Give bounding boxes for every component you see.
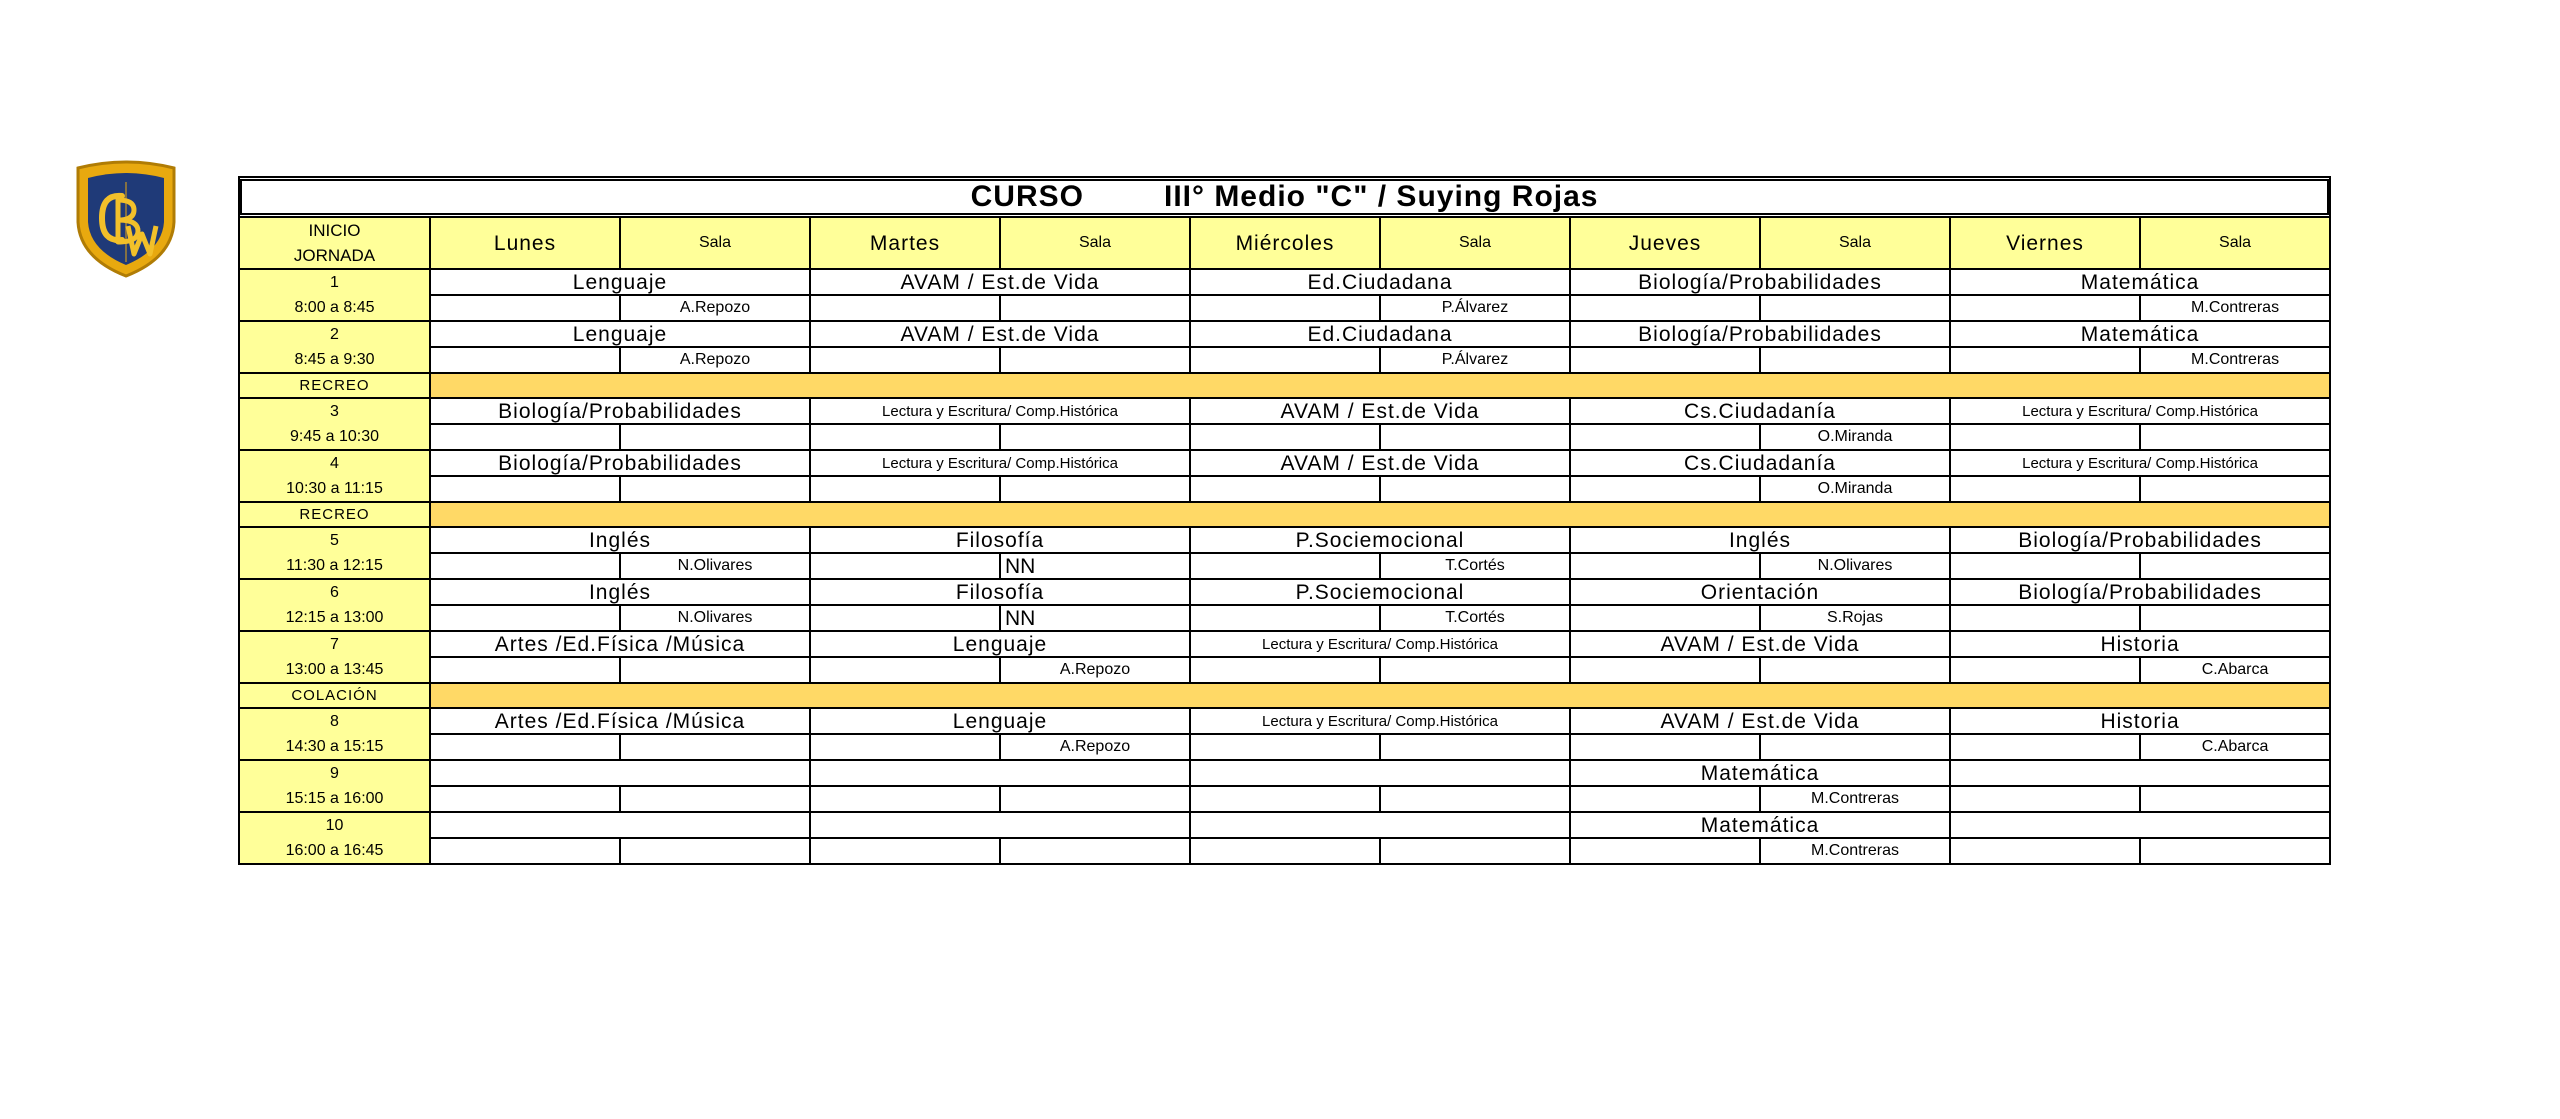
subject-cell: Biología/Probabilidades (1570, 321, 1950, 347)
title-cell (239, 177, 2330, 217)
teacher-empty-cell (1950, 838, 2140, 864)
teacher-row (239, 553, 2330, 579)
period-time-cell (239, 321, 430, 373)
subject-cell: Biología/Probabilidades (430, 398, 810, 424)
teacher-cell (1380, 838, 1570, 864)
subject-cell: Ed.Ciudadana (1190, 269, 1570, 295)
teacher-cell (2140, 605, 2330, 631)
subject-cell: Lectura y Escritura/ Comp.Histórica (810, 398, 1190, 424)
teacher-cell: A.Repozo (1000, 734, 1190, 760)
teacher-cell (620, 424, 810, 450)
teacher-cell (620, 734, 810, 760)
sala-header: Sala (2140, 217, 2330, 269)
subject-cell: Lectura y Escritura/ Comp.Histórica (1950, 450, 2330, 476)
subject-cell: Inglés (1570, 527, 1950, 553)
subject-cell: Artes /Ed.Física /Música (430, 631, 810, 657)
period-time: 12:15 a 13:00 (285, 609, 384, 626)
day-header-jueves: Jueves (1570, 217, 1760, 269)
break-row (239, 683, 2330, 708)
break-row (239, 373, 2330, 398)
teacher-cell (2140, 786, 2330, 812)
subject-cell: Lenguaje (810, 631, 1190, 657)
subject-cell: Historia (1950, 708, 2330, 734)
teacher-cell (620, 657, 810, 683)
teacher-cell: S.Rojas (1760, 605, 1950, 631)
teacher-cell (1000, 347, 1190, 373)
subject-cell: AVAM / Est.de Vida (810, 321, 1190, 347)
period-row (239, 812, 2330, 838)
teacher-empty-cell (1190, 424, 1380, 450)
teacher-empty-cell (1950, 295, 2140, 321)
sala-header: Sala (1760, 217, 1950, 269)
period-time: 14:30 a 15:15 (285, 738, 384, 755)
subject-cell: Lectura y Escritura/ Comp.Histórica (1190, 631, 1570, 657)
period-time-cell (239, 269, 430, 321)
teacher-empty-cell (1570, 734, 1760, 760)
teacher-cell: M.Contreras (1760, 786, 1950, 812)
period-time-cell (239, 450, 430, 502)
subject-cell: Inglés (430, 579, 810, 605)
teacher-empty-cell (1570, 838, 1760, 864)
subject-cell: Biología/Probabilidades (1570, 269, 1950, 295)
subject-cell: Matemática (1570, 812, 1950, 838)
subject-cell: P.Sociemocional (1190, 579, 1570, 605)
inicio-jornada-header (239, 217, 430, 269)
teacher-empty-cell (1190, 605, 1380, 631)
teacher-empty-cell (1950, 476, 2140, 502)
teacher-cell (1760, 347, 1950, 373)
teacher-row (239, 786, 2330, 812)
subject-cell: Biología/Probabilidades (1950, 527, 2330, 553)
teacher-row (239, 424, 2330, 450)
teacher-row (239, 476, 2330, 502)
subject-cell (1950, 812, 2330, 838)
period-time-cell (239, 398, 430, 450)
teacher-cell (1380, 657, 1570, 683)
period-number: 9 (330, 765, 339, 782)
teacher-empty-cell (1570, 424, 1760, 450)
teacher-row (239, 347, 2330, 373)
break-label: COLACIÓN (239, 683, 430, 708)
period-time: 15:15 a 16:00 (285, 790, 384, 807)
teacher-cell: N.Olivares (620, 605, 810, 631)
period-number: 6 (330, 584, 339, 601)
teacher-cell: P.Álvarez (1380, 347, 1570, 373)
teacher-empty-cell (810, 424, 1000, 450)
teacher-cell: P.Álvarez (1380, 295, 1570, 321)
day-header-miercoles: Miércoles (1190, 217, 1380, 269)
inicio-label: INICIO (308, 221, 361, 240)
teacher-cell: N.Olivares (620, 553, 810, 579)
break-label: RECREO (239, 502, 430, 527)
teacher-empty-cell (810, 786, 1000, 812)
teacher-empty-cell (1950, 657, 2140, 683)
teacher-empty-cell (1950, 786, 2140, 812)
subject-cell: Historia (1950, 631, 2330, 657)
subject-cell (810, 812, 1190, 838)
teacher-cell: A.Repozo (620, 347, 810, 373)
teacher-row (239, 605, 2330, 631)
teacher-cell: O.Miranda (1760, 476, 1950, 502)
teacher-empty-cell (430, 838, 620, 864)
period-number: 3 (330, 403, 339, 420)
teacher-empty-cell (810, 295, 1000, 321)
period-time-cell (239, 760, 430, 812)
teacher-empty-cell (1950, 553, 2140, 579)
day-header-martes: Martes (810, 217, 1000, 269)
teacher-cell (1380, 424, 1570, 450)
period-time-cell (239, 708, 430, 760)
teacher-empty-cell (810, 734, 1000, 760)
jornada-label: JORNADA (293, 246, 376, 265)
period-time-cell (239, 527, 430, 579)
teacher-empty-cell (1570, 347, 1760, 373)
teacher-empty-cell (430, 476, 620, 502)
subject-cell: Lenguaje (430, 269, 810, 295)
subject-cell: Inglés (430, 527, 810, 553)
teacher-cell (2140, 838, 2330, 864)
teacher-empty-cell (1190, 295, 1380, 321)
period-row (239, 450, 2330, 476)
teacher-cell: C.Abarca (2140, 657, 2330, 683)
teacher-empty-cell (430, 424, 620, 450)
header-row (239, 217, 2330, 269)
period-row (239, 631, 2330, 657)
subject-cell (1950, 760, 2330, 786)
teacher-cell: A.Repozo (620, 295, 810, 321)
teacher-empty-cell (1570, 295, 1760, 321)
subject-cell: Matemática (1950, 321, 2330, 347)
period-time-cell (239, 631, 430, 683)
subject-cell: AVAM / Est.de Vida (1570, 708, 1950, 734)
teacher-cell (1000, 838, 1190, 864)
teacher-empty-cell (1190, 734, 1380, 760)
subject-cell: Biología/Probabilidades (430, 450, 810, 476)
period-row (239, 398, 2330, 424)
room-cell: NN (1000, 605, 1190, 631)
period-row (239, 269, 2330, 295)
subject-cell: Lectura y Escritura/ Comp.Histórica (1190, 708, 1570, 734)
school-crest-logo (72, 160, 180, 280)
period-row (239, 321, 2330, 347)
teacher-cell (1000, 424, 1190, 450)
teacher-empty-cell (1570, 605, 1760, 631)
title-course: III° Medio "C" / Suying Rojas (1163, 180, 1599, 213)
teacher-cell (1380, 786, 1570, 812)
title-row (239, 177, 2330, 217)
teacher-empty-cell (1950, 424, 2140, 450)
teacher-cell: C.Abarca (2140, 734, 2330, 760)
teacher-cell (1760, 657, 1950, 683)
subject-cell: Cs.Ciudadanía (1570, 398, 1950, 424)
teacher-cell (1380, 734, 1570, 760)
period-row (239, 708, 2330, 734)
period-number: 7 (330, 636, 339, 653)
subject-cell: Ed.Ciudadana (1190, 321, 1570, 347)
subject-cell (1190, 812, 1570, 838)
subject-cell (430, 812, 810, 838)
schedule-table (238, 176, 2331, 865)
sala-header: Sala (620, 217, 810, 269)
teacher-empty-cell (1190, 838, 1380, 864)
subject-cell: Cs.Ciudadanía (1570, 450, 1950, 476)
day-header-viernes: Viernes (1950, 217, 2140, 269)
subject-cell: Biología/Probabilidades (1950, 579, 2330, 605)
teacher-empty-cell (430, 295, 620, 321)
teacher-empty-cell (1570, 553, 1760, 579)
teacher-cell (2140, 424, 2330, 450)
teacher-empty-cell (430, 605, 620, 631)
teacher-empty-cell (810, 657, 1000, 683)
subject-cell: Matemática (1570, 760, 1950, 786)
room-cell: NN (1000, 553, 1190, 579)
break-bar (430, 683, 2330, 708)
teacher-cell: M.Contreras (1760, 838, 1950, 864)
period-number: 8 (330, 713, 339, 730)
teacher-empty-cell (430, 786, 620, 812)
teacher-cell: T.Cortés (1380, 553, 1570, 579)
subject-cell: Orientación (1570, 579, 1950, 605)
teacher-cell (2140, 553, 2330, 579)
period-row (239, 760, 2330, 786)
teacher-empty-cell (1190, 553, 1380, 579)
teacher-empty-cell (1190, 476, 1380, 502)
teacher-cell (1000, 295, 1190, 321)
period-number: 1 (330, 274, 339, 291)
teacher-cell: M.Contreras (2140, 347, 2330, 373)
teacher-empty-cell (1950, 734, 2140, 760)
subject-cell (810, 760, 1190, 786)
teacher-cell (620, 786, 810, 812)
course-title (240, 179, 2329, 215)
break-bar (430, 502, 2330, 527)
period-time: 13:00 a 13:45 (285, 661, 384, 678)
subject-cell: Lectura y Escritura/ Comp.Histórica (810, 450, 1190, 476)
teacher-empty-cell (1570, 476, 1760, 502)
day-header-lunes: Lunes (430, 217, 620, 269)
subject-cell: Lenguaje (430, 321, 810, 347)
teacher-empty-cell (430, 347, 620, 373)
period-row (239, 579, 2330, 605)
subject-cell: Filosofía (810, 579, 1190, 605)
period-time: 16:00 a 16:45 (285, 842, 384, 859)
period-time: 8:00 a 8:45 (294, 299, 375, 316)
subject-cell: Filosofía (810, 527, 1190, 553)
period-number: 5 (330, 532, 339, 549)
sala-header: Sala (1000, 217, 1190, 269)
teacher-empty-cell (430, 553, 620, 579)
teacher-cell (2140, 476, 2330, 502)
title-label: CURSO (970, 180, 1084, 213)
period-time-cell (239, 812, 430, 864)
period-time: 11:30 a 12:15 (286, 557, 383, 574)
teacher-empty-cell (810, 553, 1000, 579)
teacher-empty-cell (1570, 657, 1760, 683)
sala-header: Sala (1380, 217, 1570, 269)
subject-cell (1190, 760, 1570, 786)
period-number: 10 (325, 817, 344, 834)
teacher-cell (1380, 476, 1570, 502)
teacher-empty-cell (810, 347, 1000, 373)
teacher-empty-cell (1190, 786, 1380, 812)
teacher-cell (620, 838, 810, 864)
period-time: 8:45 a 9:30 (294, 351, 375, 368)
period-time: 9:45 a 10:30 (290, 428, 379, 445)
subject-cell: Matemática (1950, 269, 2330, 295)
teacher-cell: M.Contreras (2140, 295, 2330, 321)
teacher-cell (1000, 476, 1190, 502)
break-label: RECREO (239, 373, 430, 398)
teacher-empty-cell (810, 838, 1000, 864)
break-row (239, 502, 2330, 527)
subject-cell: Lectura y Escritura/ Comp.Histórica (1950, 398, 2330, 424)
teacher-empty-cell (1950, 347, 2140, 373)
teacher-empty-cell (430, 657, 620, 683)
period-time: 10:30 a 11:15 (286, 480, 383, 497)
period-time-cell (239, 579, 430, 631)
subject-cell: AVAM / Est.de Vida (1190, 398, 1570, 424)
period-number: 4 (330, 455, 339, 472)
teacher-row (239, 295, 2330, 321)
subject-cell: Artes /Ed.Física /Música (430, 708, 810, 734)
teacher-cell: O.Miranda (1760, 424, 1950, 450)
period-row (239, 527, 2330, 553)
teacher-empty-cell (810, 605, 1000, 631)
teacher-cell (1760, 734, 1950, 760)
subject-cell: AVAM / Est.de Vida (810, 269, 1190, 295)
subject-cell (430, 760, 810, 786)
teacher-row (239, 657, 2330, 683)
teacher-empty-cell (1570, 786, 1760, 812)
subject-cell: P.Sociemocional (1190, 527, 1570, 553)
teacher-empty-cell (1190, 347, 1380, 373)
teacher-cell (1760, 295, 1950, 321)
teacher-cell (1000, 786, 1190, 812)
teacher-cell: T.Cortés (1380, 605, 1570, 631)
teacher-empty-cell (1950, 605, 2140, 631)
teacher-empty-cell (1190, 657, 1380, 683)
subject-cell: AVAM / Est.de Vida (1570, 631, 1950, 657)
teacher-row (239, 838, 2330, 864)
subject-cell: AVAM / Est.de Vida (1190, 450, 1570, 476)
subject-cell: Lenguaje (810, 708, 1190, 734)
teacher-cell: N.Olivares (1760, 553, 1950, 579)
break-bar (430, 373, 2330, 398)
teacher-cell (620, 476, 810, 502)
teacher-empty-cell (430, 734, 620, 760)
teacher-empty-cell (810, 476, 1000, 502)
teacher-row (239, 734, 2330, 760)
teacher-cell: A.Repozo (1000, 657, 1190, 683)
period-number: 2 (330, 326, 339, 343)
